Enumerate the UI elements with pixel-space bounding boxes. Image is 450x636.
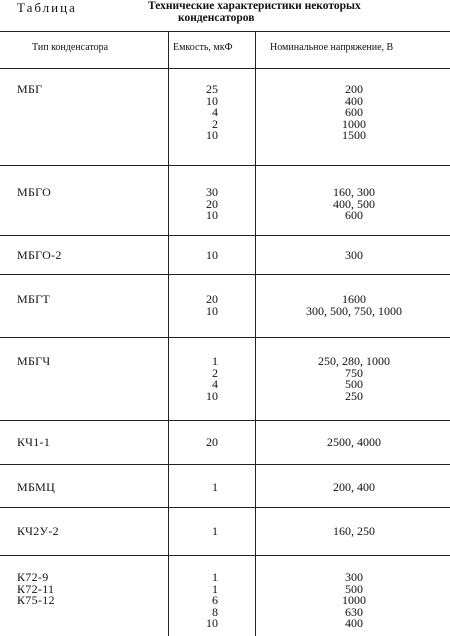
capacity-cell: 1 [212,354,218,368]
capacity-cell: 20 [206,292,218,306]
row-3-voltage [258,250,450,262]
row-9-voltage [258,572,450,630]
row-9-capacity [170,572,218,630]
row-5-capacity [170,356,218,402]
voltage-cell: 1600 [342,292,366,306]
capacity-cell: 4 [212,105,218,119]
type-cell: МБГТ [17,292,51,306]
row-4-type [17,294,50,306]
capacity-cell: 10 [206,388,218,403]
column-header-capacity: Емкость, мкФ [173,42,233,53]
voltage-cell: 400 [345,93,363,108]
capacity-cell: 10 [206,303,218,318]
column-divider-1 [168,31,169,636]
voltage-cell: 160, 250 [333,524,375,538]
capacity-cell: 1 [212,524,218,538]
voltage-cell: 1000 [342,116,366,131]
row-4-voltage [258,294,450,317]
voltage-cell: 630 [345,604,363,619]
row-8-capacity [170,526,218,538]
row-7-type [17,482,55,494]
row-8-voltage [258,526,450,538]
rule-row-1 [0,165,450,166]
type-cell: МБГЧ [17,354,51,368]
type-cell: К72-11 [17,581,55,596]
voltage-cell: 600 [345,105,363,119]
column-header-voltage: Номинальное напряжение, В [270,42,394,53]
capacity-cell: 10 [206,128,218,142]
row-1-capacity [170,84,218,142]
table-header [0,0,450,30]
voltage-cell: 400 [345,616,363,630]
row-6-capacity [170,437,218,449]
capacity-cell: 2 [212,116,218,131]
row-6-voltage [258,437,450,449]
capacity-cell: 6 [212,593,218,607]
type-cell: КЧ2У-2 [17,524,59,538]
rule-top [0,31,450,32]
type-cell: К75-12 [17,593,55,607]
type-cell: МБГО-2 [17,248,62,262]
rule-row-4 [0,337,450,338]
capacity-cell: 10 [206,616,218,630]
row-7-capacity [170,482,218,494]
row-3-capacity [170,250,218,262]
capacity-cell: 25 [206,82,218,96]
column-divider-2 [255,31,256,636]
voltage-cell: 200 [345,82,363,96]
row-5-type [17,356,51,368]
type-cell: КЧ1-1 [17,435,51,449]
type-cell: МБМЦ [17,480,56,494]
row-1-type [17,84,42,96]
row-1-voltage [258,84,450,142]
row-8-type [17,526,59,538]
row-2-type [17,187,51,199]
voltage-cell: 600 [345,208,363,222]
capacity-cell: 2 [212,365,218,380]
capacity-cell: 10 [206,93,218,108]
voltage-cell: 300 [345,570,363,584]
voltage-cell: 500 [345,581,363,596]
voltage-cell: 250, 280, 1000 [318,354,390,368]
table-label: Таблица [17,0,77,15]
capacity-cell: 20 [206,435,218,449]
voltage-cell: 250 [345,388,363,403]
voltage-cell: 300 [345,248,363,262]
row-3-type [17,250,62,262]
voltage-cell: 1500 [342,128,366,142]
table-title-line1: Технические характеристики некоторых [148,0,361,12]
rule-row-3 [0,274,450,275]
row-9-type [17,572,55,607]
voltage-cell: 750 [345,365,363,380]
capacity-cell: 8 [212,604,218,619]
capacity-cell: 1 [212,480,218,494]
capacity-cell: 10 [206,208,218,222]
voltage-cell: 200, 400 [333,480,375,494]
row-6-type [17,437,50,449]
capacity-cell: 1 [212,570,218,584]
rule-under-header [0,68,450,69]
voltage-cell: 2500, 4000 [327,435,381,449]
voltage-cell: 160, 300 [333,185,375,199]
type-cell: МБГ [17,82,43,96]
table-title-line2: конденсаторов [178,12,255,24]
rule-row-2 [0,235,450,236]
voltage-cell: 300, 500, 750, 1000 [306,303,402,318]
rule-row-8 [0,555,450,556]
capacity-cell: 20 [206,196,218,211]
row-2-voltage [258,187,450,222]
row-2-capacity [170,187,218,222]
row-4-capacity [170,294,218,317]
column-header-type: Тип конденсатора [32,42,109,53]
capacity-cell: 30 [206,185,218,199]
rule-row-5 [0,420,450,421]
capacity-cell: 4 [212,377,218,391]
rule-row-6 [0,464,450,465]
type-cell: К72-9 [17,570,49,584]
voltage-cell: 500 [345,377,363,391]
voltage-cell: 1000 [342,593,366,607]
capacity-cell: 1 [212,581,218,596]
type-cell: МБГО [17,185,52,199]
row-7-voltage [258,482,450,494]
capacity-cell: 10 [206,248,218,262]
row-5-voltage [258,356,450,402]
table-title [148,0,361,24]
rule-row-7 [0,507,450,508]
voltage-cell: 400, 500 [333,196,375,211]
